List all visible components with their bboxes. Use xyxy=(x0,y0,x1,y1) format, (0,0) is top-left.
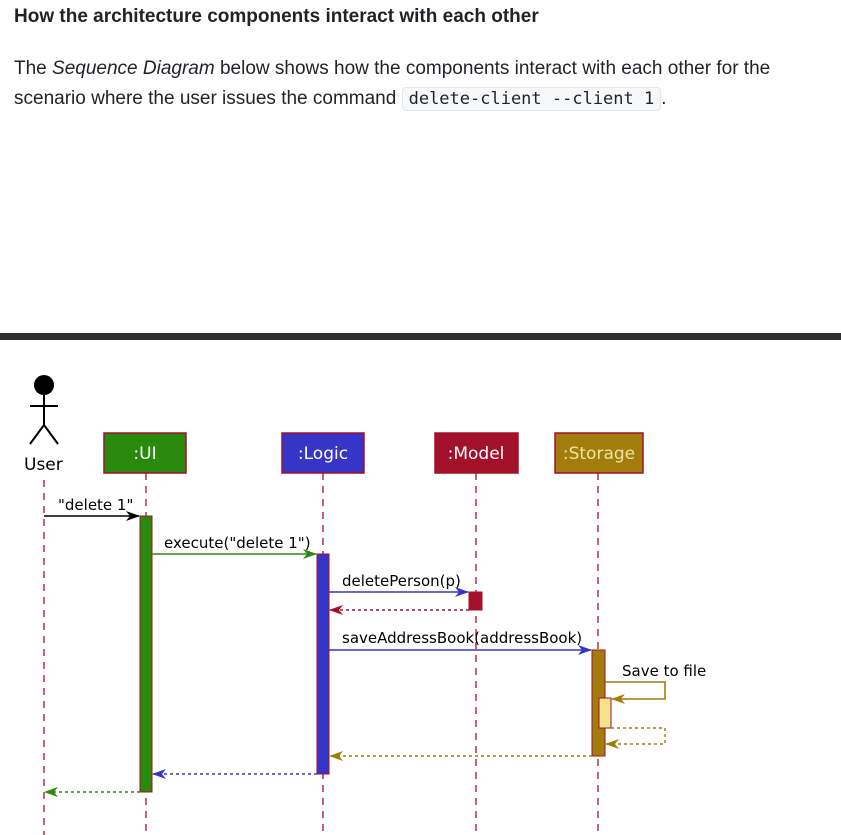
description-paragraph xyxy=(14,54,829,114)
section-heading: How the architecture components interact with each other xyxy=(14,6,539,27)
para-text-after: . xyxy=(661,88,667,109)
model-activation-bar xyxy=(469,592,482,610)
msg-delete-label: "delete 1" xyxy=(58,496,134,514)
msg-save-to-file-return-arrow xyxy=(606,728,665,744)
divider-bar xyxy=(0,333,841,340)
msg-delete-person-label: deletePerson(p) xyxy=(342,572,461,590)
command-code: delete-client --client 1 xyxy=(402,87,662,111)
storage-participant-label: :Storage xyxy=(562,444,636,464)
logic-participant-label: :Logic xyxy=(297,444,349,464)
ui-activation-bar xyxy=(140,516,152,792)
para-text-middle: below shows how the components interact with each other for the scenario where the user issues the command xyxy=(14,58,771,109)
msg-save-to-file-label: Save to file xyxy=(622,662,707,680)
msg-execute-label: execute("delete 1") xyxy=(164,534,311,552)
msg-save-to-file-arrow xyxy=(605,682,665,699)
user-actor-icon xyxy=(30,375,58,444)
msg-save-address-book-label: saveAddressBook(addressBook) xyxy=(342,629,583,647)
para-emphasis: Sequence Diagram xyxy=(52,58,215,79)
model-participant-label: :Model xyxy=(447,444,505,464)
para-text-before: The xyxy=(14,58,53,79)
ui-participant-label: :UI xyxy=(133,444,157,464)
logic-activation-bar xyxy=(317,554,329,774)
sequence-diagram xyxy=(0,340,841,835)
actor-label: User xyxy=(24,455,63,475)
storage-file-activation-bar xyxy=(599,698,611,728)
